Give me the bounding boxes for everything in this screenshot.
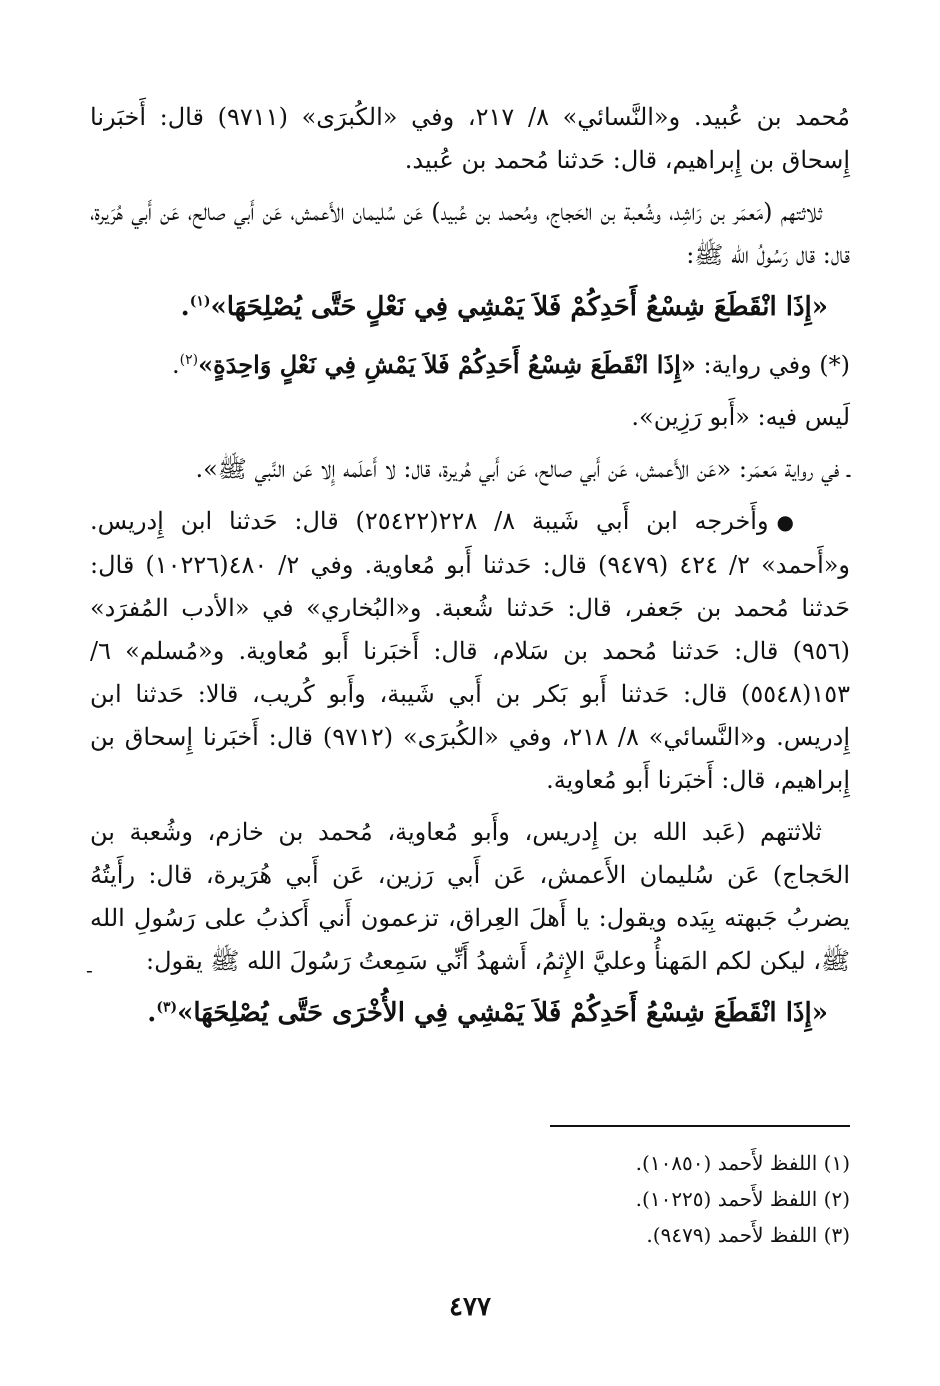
- hadith-2-end: .: [147, 998, 157, 1028]
- footnote-3: (٣) اللفظ لأَحمد (٩٤٧٩).: [646, 1223, 850, 1247]
- hadith-1-text: «إِذَا انْقَطَعَ شِسْعُ أَحَدِكُمْ فَلاَ يَمْشِي فِي نَعْلٍ حَتَّى يُصْلِحَهَا»: [210, 292, 828, 322]
- paragraph-7: ثلاثتهم (عَبد الله بن إِدريس، وأَبو مُعاوية، مُحمد بن خازم، وشُعبة بن الحَجاج) عَن سُليمان الأَعمش، عَن أَبي رَزين، عَن أَبي هُرَيرة، قال: رأَيتُهُ يضربُ جَبهته بِيَده ويقول: يا أَهلَ العِراق، تزعمون أَني أَكذبُ على رَسُولِ الله ﷺ، ليكن لكم المَهنأُ وعليَّ الإِثمُ، أَشهدُ أَنِّي سَمِعتُ رَسُولَ الله ﷺ يقول:: [90, 818, 850, 975]
- paragraph-2: ثلاثتهم (مَعمَر بن رَاشِد، وشُعبة بن الحَجاج، ومُحمد بن عُبيد) عَن سُليمان الأَعمش، عَن أَبي صالح، عَن أَبي هُرَيرة، قال: قال رَسُولُ الله ﷺ:: [90, 198, 850, 269]
- footnote-1: (١) اللفظ لأَحمد (١٠٨٥٠).: [635, 1151, 850, 1175]
- paragraph-4: لَيس فيه: «أَبو رَزِين».: [631, 403, 850, 431]
- hadith-1: [90, 286, 850, 329]
- variant-prefix: (*) وفي رواية:: [695, 351, 850, 379]
- footnote-2: (٢) اللفظ لأَحمد (١٠٢٢٥).: [635, 1187, 850, 1211]
- paragraph-5: ـ في رواية مَعمَر: «عَن الأَعمش، عَن أَبي صالح، عَن أَبي هُريرة، قال: لا أَعلَمه إِلا عَن النَّبي ﷺ».: [195, 455, 850, 483]
- paragraph-6-text: وأَخرجه ابن أَبي شَيبة ٨/ ٢٢٨(٢٥٤٢٢) قال: حَدثنا ابن إِدريس. و«أَحمد» ٢/ ٤٢٤ (٩٤٧٩) قال: حَدثنا أَبو مُعاوية. وفي ٢/ ٤٨٠(١٠٢٢٦) قال: حَدثنا مُحمد بن جَعفر، قال: حَدثنا شُعبة. و«البُخاري» في «الأدب المُفرَد» (٩٥٦) قال: حَدثنا مُحمد بن سَلام، قال: أَخبَرنا أَبو مُعاوية. و«مُسلم» ٦/ ١٥٣(٥٥٤٨) قال: حَدثنا أَبو بَكر بن أَبي شَيبة، وأَبو كُريب، قالا: حَدثنا ابن إِدريس. و«النَّسائي» ٨/ ٢١٨، وفي «الكُبرَى» (٩٧١٢) قال: أَخبَرنا إِسحاق بن إِبراهيم، قال: أَخبَرنا أَبو مُعاوية.: [90, 507, 851, 794]
- paragraph-1: مُحمد بن عُبيد. و«النَّسائي» ٨/ ٢١٧، وفي «الكُبرَى» (٩٧١١) قال: أَخبَرنا إِسحاق بن إِبراهيم، قال: حَدثنا مُحمد بن عُبيد.: [90, 103, 851, 174]
- hadith-variant: «إِذَا انْقَطَعَ شِسْعُ أَحَدِكُمْ فَلاَ يَمْشِ فِي نَعْلٍ وَاحِدَةٍ»: [198, 350, 696, 379]
- page-number: ٤٧٧: [449, 1292, 491, 1322]
- footnote-ref-2: (٢): [179, 352, 199, 368]
- bullet-icon: ●: [776, 510, 794, 534]
- hadith-2-text: «إِذَا انْقَطَعَ شِسْعُ أَحَدِكُمْ فَلاَ يَمْشِي فِي الأُخْرَى حَتَّى يُصْلِحَهَا»: [177, 998, 828, 1028]
- margin-mark: -: [86, 958, 93, 982]
- hadith-1-end: .: [180, 292, 190, 322]
- paragraph-6: [90, 500, 850, 802]
- main-text: [90, 96, 850, 1049]
- variant-end: .: [171, 351, 180, 379]
- hadith-2: [90, 992, 850, 1035]
- footnotes: [90, 1145, 850, 1253]
- footnote-divider: [550, 1125, 850, 1127]
- paragraph-3: [90, 343, 850, 387]
- footnote-ref-1: (١): [189, 293, 211, 310]
- footnote-ref-3: (٣): [156, 999, 178, 1016]
